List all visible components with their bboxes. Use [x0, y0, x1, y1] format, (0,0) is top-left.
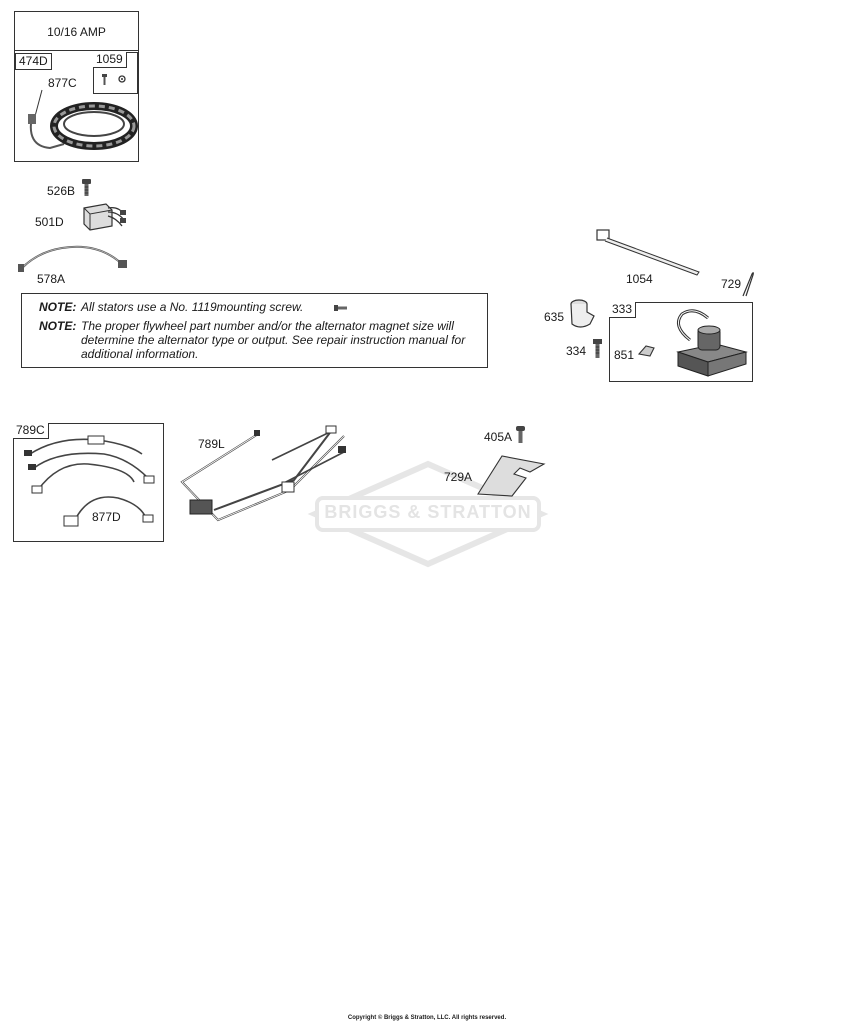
part-label-729a[interactable]: 729A: [444, 470, 473, 484]
part-tag-333[interactable]: 333: [609, 302, 636, 318]
part-label-877d[interactable]: 877D: [92, 510, 121, 524]
note-key-1: NOTE:: [39, 300, 77, 314]
part-label-405a[interactable]: 405A: [484, 430, 513, 444]
note-text-2: The proper flywheel part number and/or the alternator magnet size will determine the alternator type or output. See repair instruction manual for additional information.: [81, 319, 466, 361]
part-label-789l[interactable]: 789L: [198, 437, 225, 451]
part-label-578a[interactable]: 578A: [37, 272, 66, 286]
plate-729a-icon: [474, 454, 548, 498]
screw-and-washer-icon: [100, 73, 130, 87]
note-text-1: All stators use a No. 1119mounting screw.: [81, 300, 304, 314]
screw-334-icon: [592, 338, 604, 360]
copyright-text: Copyright © Briggs & Stratton, LLC. All rights reserved.: [347, 1015, 507, 1021]
wire-578a-icon: [18, 238, 130, 274]
screw-405a-icon: [515, 425, 527, 445]
part-label-501d[interactable]: 501D: [35, 215, 64, 229]
stator-coil-illustration: [20, 86, 135, 162]
regulator-501d-icon: [78, 198, 130, 234]
part-label-635[interactable]: 635: [544, 310, 565, 324]
part-label-851[interactable]: 851: [614, 348, 635, 362]
stator-title: 10/16 AMP: [47, 25, 106, 39]
part-label-334[interactable]: 334: [566, 344, 587, 358]
watermark-text: BRIGGS & STRATTON: [324, 502, 532, 522]
part-label-526b[interactable]: 526B: [47, 184, 76, 198]
tie-strap-1054-icon: [595, 228, 705, 276]
clip-851-icon: [636, 342, 658, 360]
divider: [15, 50, 138, 51]
part-label-729[interactable]: 729: [721, 277, 742, 291]
armature-333-icon: [664, 306, 752, 378]
note-row-2: [39, 319, 479, 361]
part-label-877c[interactable]: 877C: [48, 76, 77, 90]
pin-729-icon: [740, 270, 756, 298]
part-tag-474d[interactable]: 474D: [15, 53, 52, 70]
notes-box: [21, 293, 488, 368]
harness-789c-icon: [18, 432, 162, 538]
mounting-screw-icon: [333, 302, 349, 314]
part-tag-1059[interactable]: 1059: [93, 52, 127, 68]
screw-526b-icon: [80, 178, 94, 198]
note-key-2: NOTE:: [39, 319, 77, 333]
boot-635-icon: [568, 298, 598, 332]
part-label-1054[interactable]: 1054: [626, 272, 653, 286]
part-tag-789c[interactable]: 789C: [13, 423, 49, 439]
note-row-1: [39, 300, 479, 314]
